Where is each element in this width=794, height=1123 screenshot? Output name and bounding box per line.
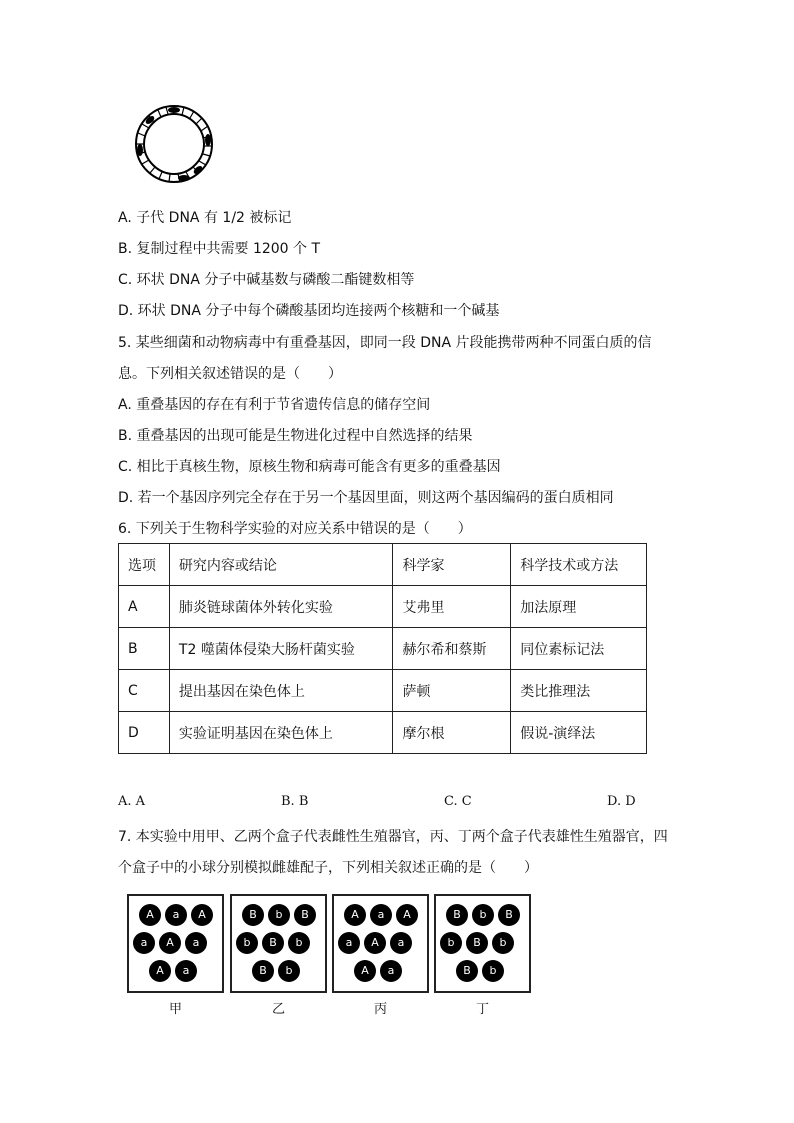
ball: a <box>390 932 412 954</box>
ball: A <box>191 904 213 926</box>
ball: a <box>338 932 360 954</box>
box-yi <box>230 894 327 993</box>
box-label-yi: 乙 <box>271 1002 285 1017</box>
ball: b <box>278 960 300 982</box>
box-ding <box>434 894 531 993</box>
ball: b <box>492 932 514 954</box>
q5-option-b: B. 重叠基因的出现可能是生物进化过程中自然选择的结果 <box>118 428 473 444</box>
q4-option-b: B. 复制过程中共需要 1200 个 T <box>118 241 321 257</box>
table-row <box>119 628 647 670</box>
ball: b <box>482 960 504 982</box>
q4-option-a: A. 子代 DNA 有 1/2 被标记 <box>118 210 292 226</box>
ball: A <box>396 904 418 926</box>
ball: a <box>185 932 207 954</box>
circular-dna-figure <box>126 98 222 190</box>
table-cell: 赫尔希和蔡斯 <box>393 628 511 670</box>
table-cell: A <box>119 586 170 628</box>
ball: a <box>370 904 392 926</box>
q7-stem-line2: 个盒子中的小球分别模拟雌雄配子，下列相关叙述正确的是（ ） <box>118 860 538 876</box>
table-header-row <box>119 544 647 586</box>
ball: A <box>159 932 181 954</box>
table-cell: 萨顿 <box>393 670 511 712</box>
q5-stem-line2: 息。下列相关叙述错误的是（ ） <box>118 366 342 382</box>
table-row <box>119 712 647 754</box>
ball: B <box>498 904 520 926</box>
table-cell: 同位素标记法 <box>511 628 647 670</box>
ball: B <box>456 960 478 982</box>
box-label-bing: 丙 <box>373 1002 387 1017</box>
table-cell: C <box>119 670 170 712</box>
q5-option-d: D. 若一个基因序列完全存在于另一个基因里面，则这两个基因编码的蛋白质相同 <box>118 490 614 506</box>
q7-stem-line1: 7. 本实验中用甲、乙两个盒子代表雌性生殖器官，丙、丁两个盒子代表雄性生殖器官，四 <box>118 829 668 845</box>
ball: a <box>380 960 402 982</box>
q5-option-c: C. 相比于真核生物，原核生物和病毒可能含有更多的重叠基因 <box>118 459 501 475</box>
ball: A <box>344 904 366 926</box>
q6-option-a: A. A <box>118 794 146 809</box>
q4-option-d: D. 环状 DNA 分子中每个磷酸基团均连接两个核糖和一个碱基 <box>118 303 500 319</box>
table-cell: 摩尔根 <box>393 712 511 754</box>
ball: A <box>139 904 161 926</box>
ball: b <box>288 932 310 954</box>
ball: B <box>446 904 468 926</box>
ball: A <box>149 960 171 982</box>
ball: b <box>472 904 494 926</box>
q5-option-a: A. 重叠基因的存在有利于节省遗传信息的储存空间 <box>118 397 431 413</box>
q6-option-d: D. D <box>607 794 636 809</box>
ball: a <box>133 932 155 954</box>
q6-table <box>118 543 647 754</box>
ball: b <box>268 904 290 926</box>
table-cell: T2 噬菌体侵染大肠杆菌实验 <box>169 628 393 670</box>
table-cell: D <box>119 712 170 754</box>
table-row <box>119 586 647 628</box>
q5-stem-line1: 5. 某些细菌和动物病毒中有重叠基因，即同一段 DNA 片段能携带两种不同蛋白质的信 <box>118 335 652 351</box>
q6-option-c: C. C <box>444 794 472 809</box>
ball: A <box>364 932 386 954</box>
q6-stem: 6. 下列关于生物科学实验的对应关系中错误的是（ ） <box>118 521 472 537</box>
table-header-cell: 研究内容或结论 <box>169 544 393 586</box>
box-label-jia: 甲 <box>168 1002 182 1017</box>
ball: B <box>262 932 284 954</box>
table-cell: 类比推理法 <box>511 670 647 712</box>
table-cell: B <box>119 628 170 670</box>
table-cell: 加法原理 <box>511 586 647 628</box>
ball: B <box>466 932 488 954</box>
ball: B <box>294 904 316 926</box>
box-bing <box>332 894 429 993</box>
ball: B <box>242 904 264 926</box>
table-header-cell: 科学技术或方法 <box>511 544 647 586</box>
ball: b <box>440 932 462 954</box>
table-cell: 肺炎链球菌体外转化实验 <box>169 586 393 628</box>
table-cell: 艾弗里 <box>393 586 511 628</box>
table-row <box>119 670 647 712</box>
table-header-cell: 科学家 <box>393 544 511 586</box>
ball: a <box>175 960 197 982</box>
table-cell: 提出基因在染色体上 <box>169 670 393 712</box>
ball: a <box>165 904 187 926</box>
ball: B <box>252 960 274 982</box>
table-cell: 假说-演绎法 <box>511 712 647 754</box>
table-cell: 实验证明基因在染色体上 <box>169 712 393 754</box>
ball: A <box>354 960 376 982</box>
box-jia <box>127 894 224 993</box>
table-header-cell: 选项 <box>119 544 170 586</box>
ball: b <box>236 932 258 954</box>
q6-option-b: B. B <box>281 794 309 809</box>
box-label-ding: 丁 <box>475 1002 489 1017</box>
q4-option-c: C. 环状 DNA 分子中碱基数与磷酸二酯键数相等 <box>118 272 415 288</box>
